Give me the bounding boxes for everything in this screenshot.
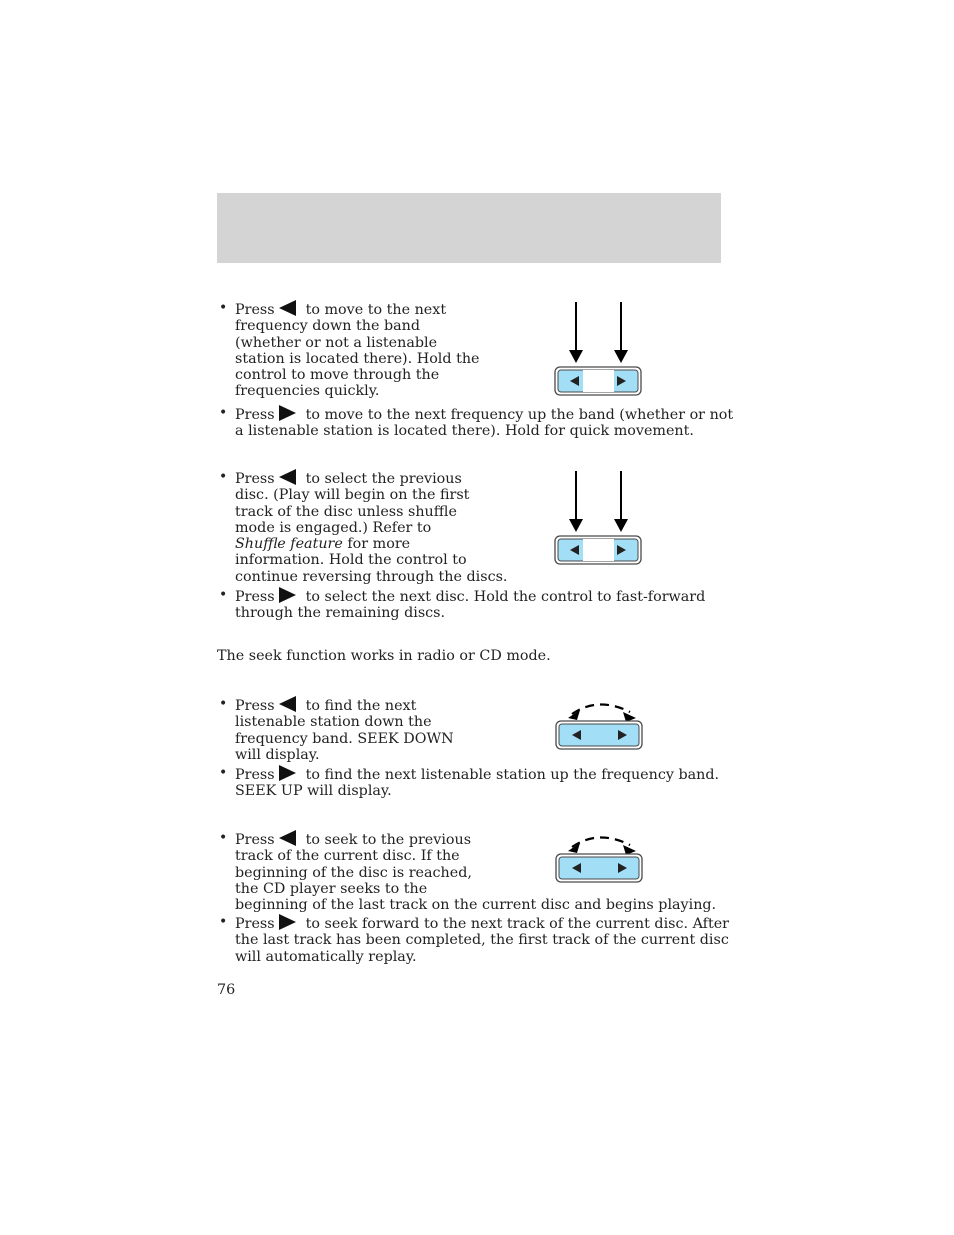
disc-bullet-2: Press to select the next disc. Hold the control to fast-forward through the remaining discs. [235,589,706,622]
button-center [583,539,614,561]
arrow-head [569,350,583,363]
arrow-head [614,519,628,532]
seek-radio-button-diagram [550,698,650,752]
right-triangle-icon [279,587,296,603]
seek-cd-bullet-1: Press to seek to the previous track of the current disc. If the beginning of the disc is reached, the CD player seeks to the beginning of the last track on the current disc and begins playing. [235,832,717,914]
tune-bullet-2: Press to move to the next frequency up the band (whether or not a listenable station is located there). Hold for quick movement. [235,407,734,440]
right-triangle-icon [279,765,296,781]
arrow-head [614,350,628,363]
button-center [583,370,614,392]
curved-arrow [572,837,630,847]
bullet: • [219,300,228,316]
bullet: • [219,587,228,603]
disc-bullet-1: Press to select the previous disc. (Play will begin on the first track of the disc unless shuffle mode is engaged.) Refer to Shuffle feature for more information. Hold the control to continue reversing through the discs. [235,471,508,585]
bullet: • [219,830,228,846]
shuffle-feature-reference: Shuffle feature [235,536,343,553]
bullet: • [219,405,228,421]
seek-cd-bullet-2: Press to seek forward to the next track of the current disc. After the last track has been completed, the first track of the current disc will automatically replay. [235,916,729,965]
bullet: • [219,469,228,485]
curved-arrow [572,704,630,714]
disc-button-diagram [550,467,650,569]
right-triangle-icon [279,405,296,421]
left-triangle-icon [279,300,296,316]
tune-bullet-1: Press to move to the next frequency down the band (whether or not a listenable station is located there). Hold the control to move through the frequencies quickly. [235,302,480,400]
bullet: • [219,914,228,930]
tune-button-diagram [550,298,650,400]
arrow-head [569,519,583,532]
seek-cd-button-diagram [550,831,650,885]
left-triangle-icon [279,830,296,846]
bullet: • [219,696,228,712]
bullet: • [219,765,228,781]
seek-intro: The seek function works in radio or CD mode. [217,648,551,664]
left-triangle-icon [279,696,296,712]
header-bar [217,193,721,263]
left-triangle-icon [279,469,296,485]
page-number: 76 [217,982,236,998]
seek-radio-bullet-2: Press to find the next listenable station up the frequency band. SEEK UP will display. [235,767,720,800]
seek-radio-bullet-1: Press to find the next listenable station down the frequency band. SEEK DOWN will display. [235,698,454,763]
right-triangle-icon [279,914,296,930]
